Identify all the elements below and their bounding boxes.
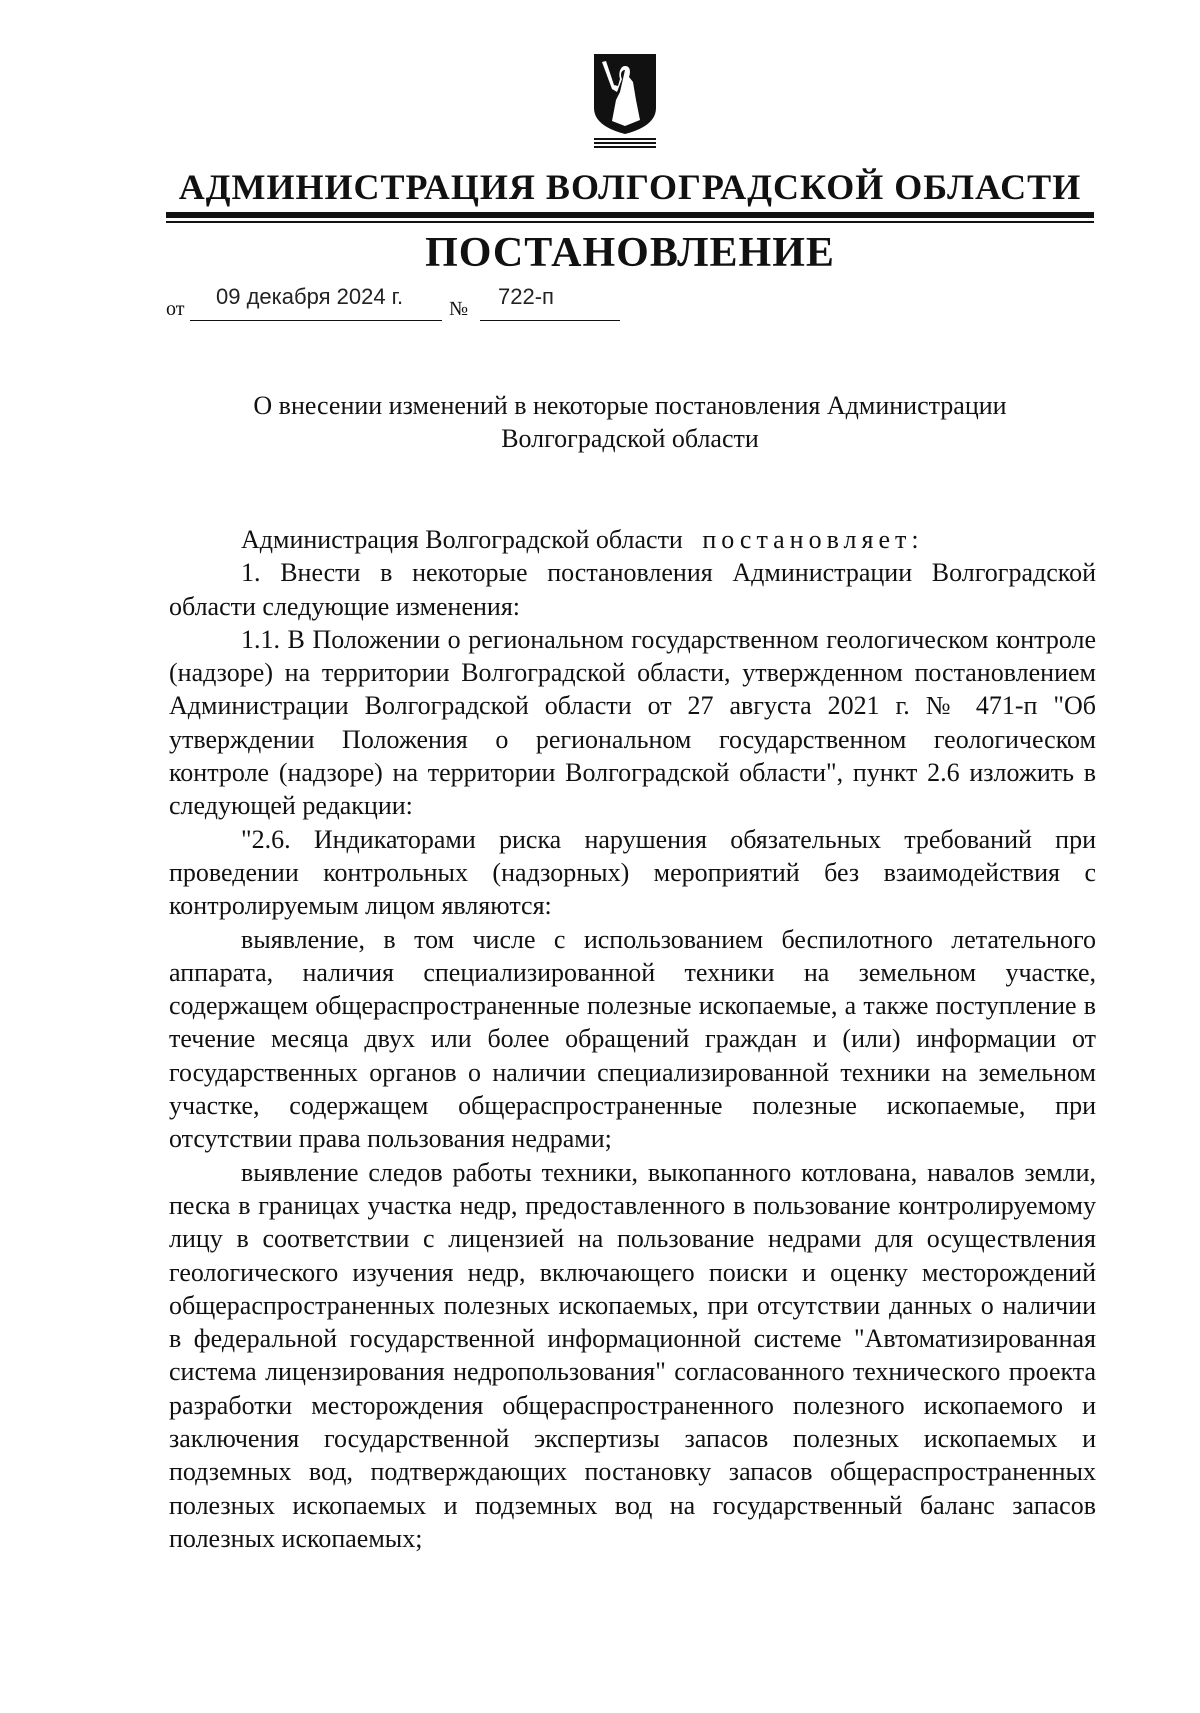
- preamble-verb: постановляет:: [702, 525, 924, 554]
- from-label: от: [166, 298, 185, 320]
- paragraph: "2.6. Индикаторами риска нарушения обязательных требований при проведении контрольных (надзорных) мероприятий без взаимодействия с контролируемым лицом являются:: [169, 824, 1096, 921]
- number-underline: [480, 320, 620, 321]
- date-number-line: [166, 280, 646, 324]
- number-label: №: [449, 298, 469, 320]
- preamble-subject: Администрация Волгоградской области: [241, 525, 683, 554]
- document-number: 722-п: [498, 284, 554, 309]
- document-type-title: ПОСТАНОВЛЕНИЕ: [425, 230, 835, 276]
- paragraph: выявление, в том числе с использованием беспилотного летательного аппарата, наличия специализированной техники на земельном участке, содержащем общераспространенные полезные ископаемые, а также поступление в течение месяца двух или более обращений граждан и (или) информации от государственных органов о наличии специализированной техники на земельном участке, содержащем общераспространенные полезные ископаемые, при отсутствии права пользования недрами;: [169, 924, 1096, 1154]
- document-date: 09 декабря 2024 г.: [216, 284, 404, 309]
- header-rule-thin: [166, 221, 1094, 223]
- document-subject: О внесении изменений в некоторые постановления Администрации Волгоградской области: [253, 391, 1007, 453]
- document-body: [169, 523, 1096, 1555]
- paragraph: выявление следов работы техники, выкопанного котлована, навалов земли, песка в границах участка недр, предоставленного в пользование контролируемому лицу в соответствии с лицензией на пользование недрами для осуществления геологического изучения недр, включающего поиски и оценку месторождений общераспространенных полезных ископаемых, при отсутствии данных о наличии в федеральной государственной информационной системе "Автоматизированная система лицензирования недропользования" согласованного технического проекта разработки месторождения общераспространенного полезного ископаемого и заключения государственной экспертизы запасов полезных ископаемых и подземных вод, подтверждающих постановку запасов общераспространенных полезных ископаемых и подземных вод на государственный баланс запасов полезных ископаемых;: [169, 1157, 1096, 1553]
- paragraph: 1. Внести в некоторые постановления Администрации Волгоградской области следующие изменения:: [169, 558, 1096, 621]
- header-rule-thick: [166, 212, 1094, 218]
- organization-title: АДМИНИСТРАЦИЯ ВОЛГОГРАДСКОЙ ОБЛАСТИ: [178, 167, 1082, 207]
- date-underline: [190, 320, 442, 321]
- paragraph: 1.1. В Положении о региональном государственном геологическом контроле (надзоре) на территории Волгоградской области, утвержденном постановлением Администрации Волгоградской области от 27 августа 2021 г. № 471-п "Об утверждении Положения о региональном государственном геологическом контроле (надзоре) на территории Волгоградской области", пункт 2.6 изложить в следующей редакции:: [169, 624, 1096, 821]
- preamble: [169, 523, 1096, 556]
- emblem-icon: [590, 52, 660, 150]
